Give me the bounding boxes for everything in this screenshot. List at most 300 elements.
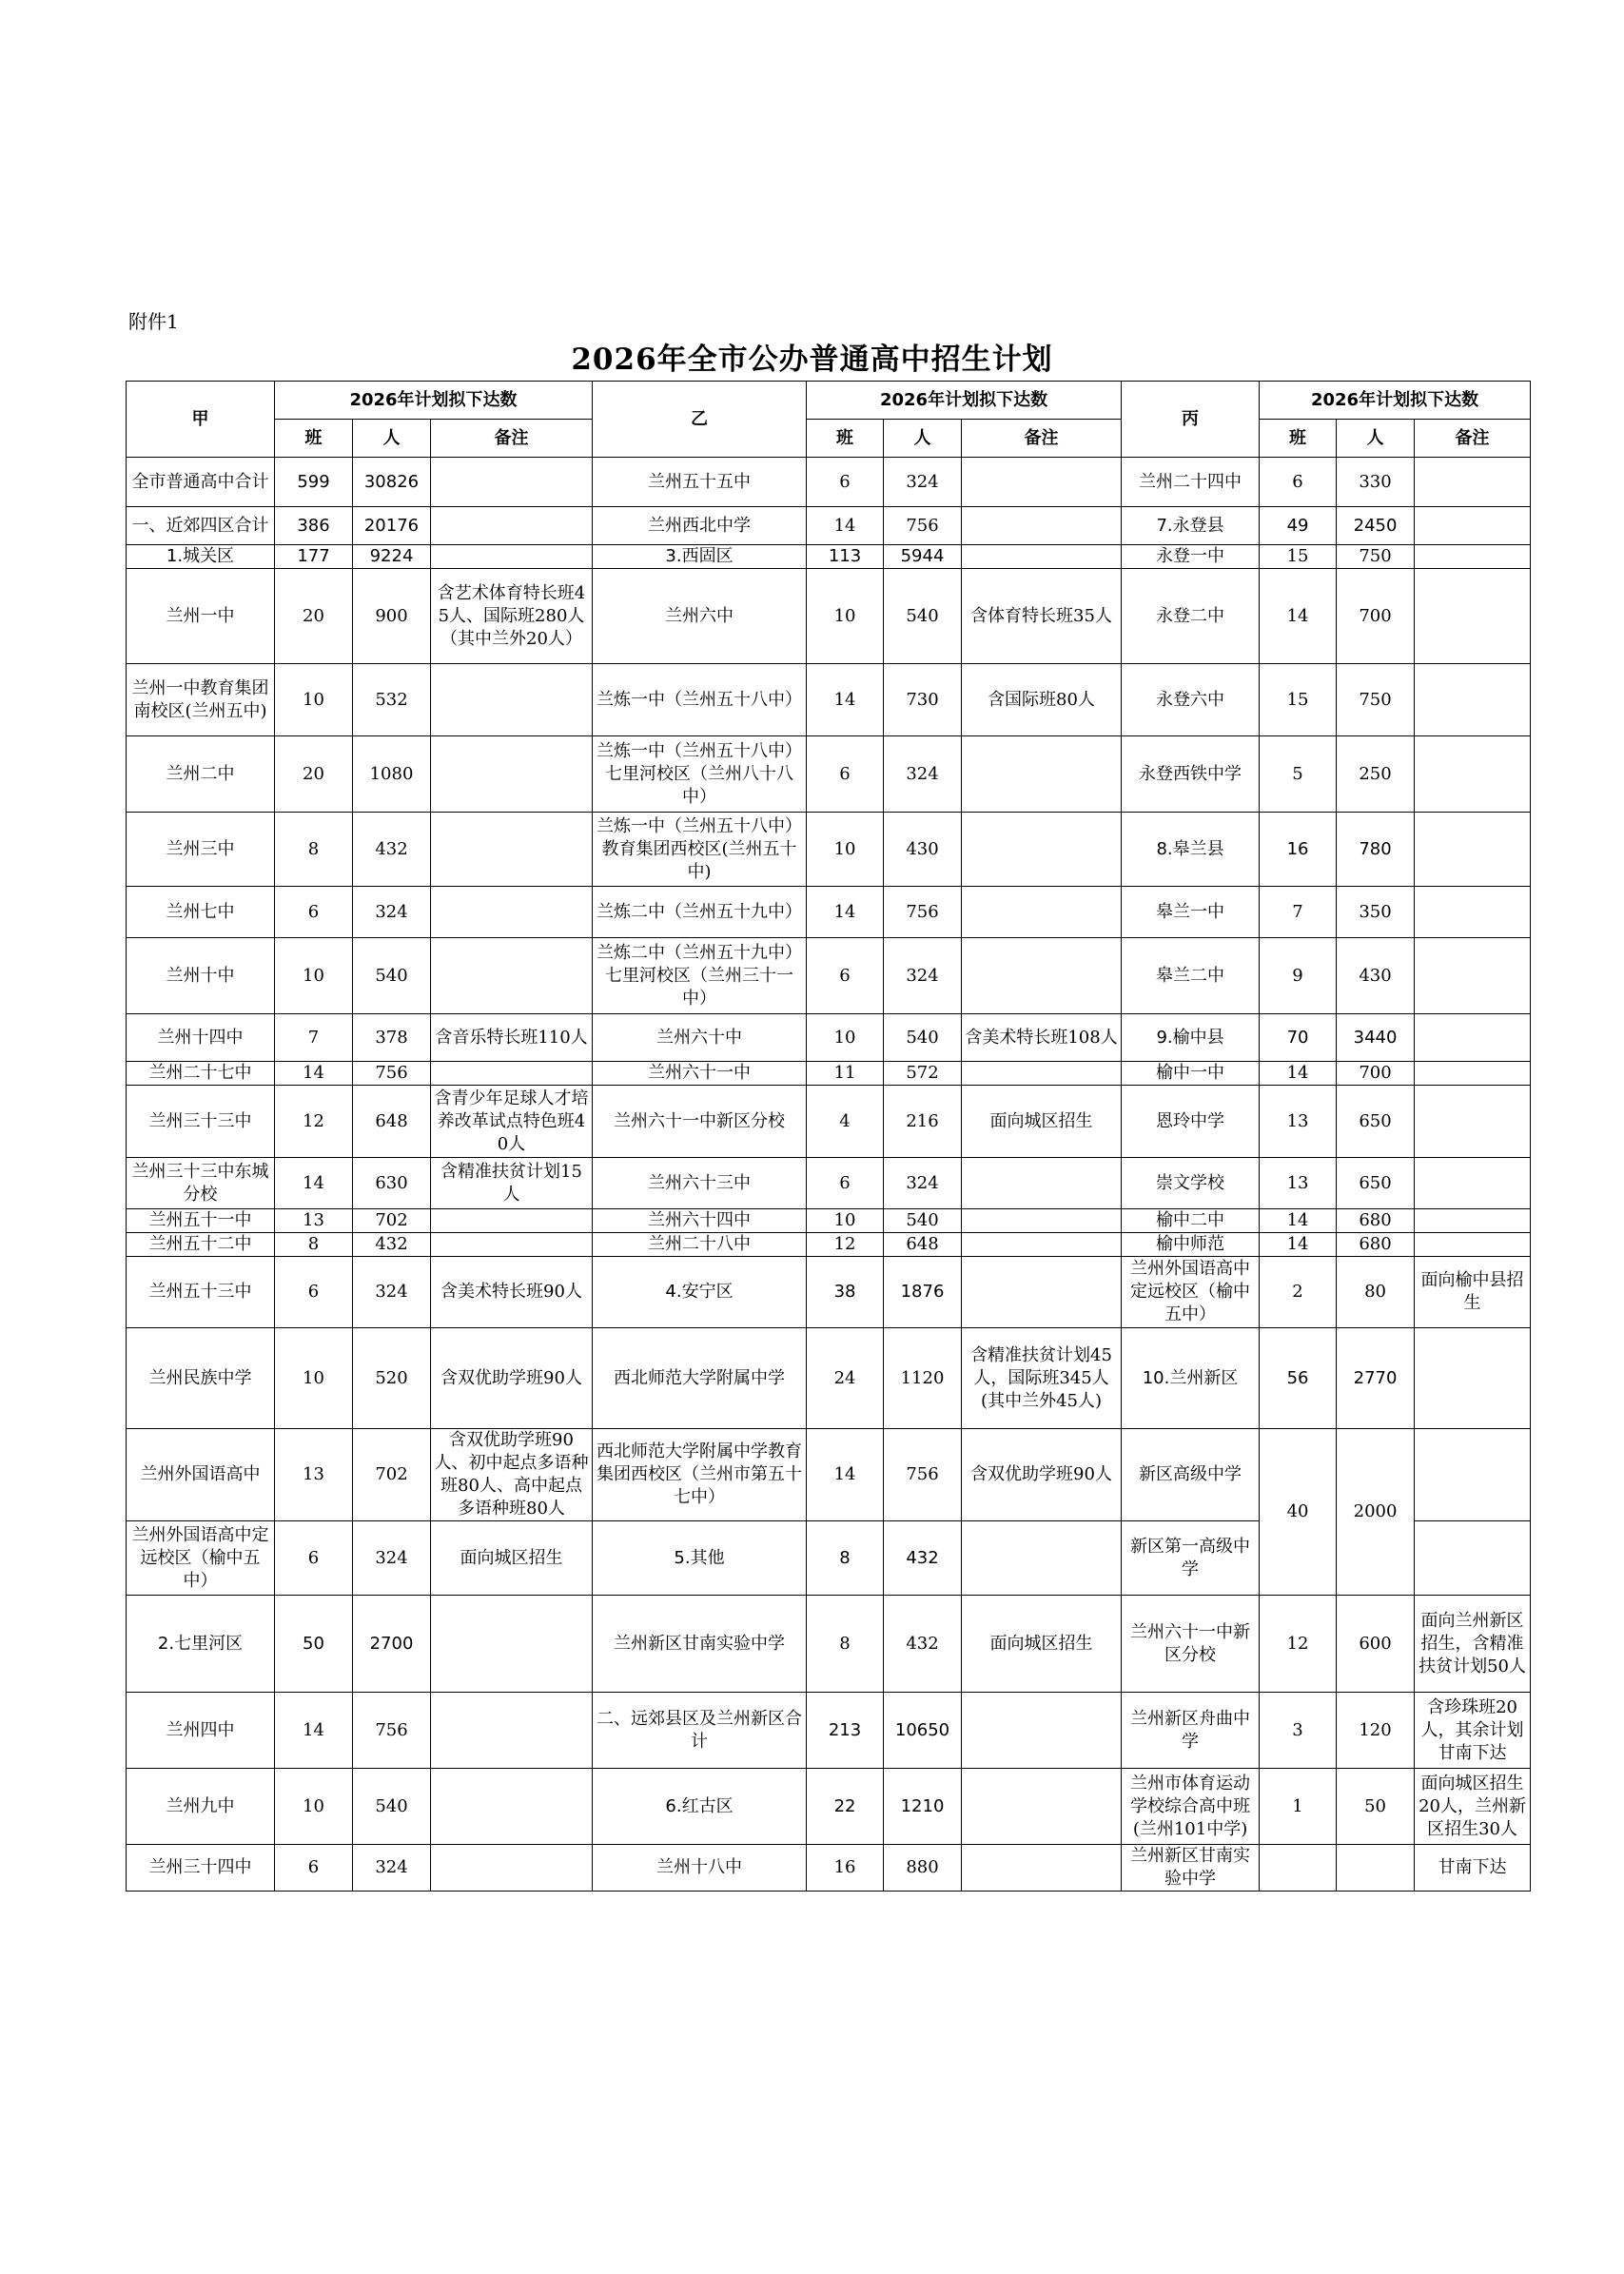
- class-count-b: 213: [807, 1693, 884, 1769]
- class-count-b: 113: [807, 545, 884, 569]
- header-group-a: 甲: [127, 382, 275, 458]
- school-name-a: 兰州外国语高中定远校区（榆中五中）: [127, 1521, 275, 1596]
- page-title: 2026年全市公办普通高中招生计划: [571, 343, 1053, 377]
- remark-c: 甘南下达: [1415, 1845, 1531, 1892]
- student-count-b: 880: [884, 1845, 962, 1892]
- remark-c: [1415, 1209, 1531, 1233]
- school-name-c: 恩玲中学: [1122, 1086, 1260, 1158]
- school-name-a: 兰州五十一中: [127, 1209, 275, 1233]
- remark-a: 含双优助学班90人: [431, 1328, 593, 1429]
- student-count-c: 750: [1337, 545, 1415, 569]
- student-count-b: 432: [884, 1596, 962, 1693]
- table-row: [127, 1693, 1531, 1769]
- student-count-a: 9224: [353, 545, 431, 569]
- student-count-c: 2000: [1337, 1429, 1415, 1596]
- remark-b: [962, 1845, 1122, 1892]
- table-row: [127, 1596, 1531, 1693]
- school-name-a: 兰州七中: [127, 887, 275, 938]
- class-count-c: 7: [1260, 887, 1337, 938]
- remark-a: [431, 1693, 593, 1769]
- header-row-2: [127, 420, 1531, 458]
- remark-a: [431, 938, 593, 1014]
- remark-a: [431, 507, 593, 545]
- class-count-a: 13: [275, 1209, 353, 1233]
- student-count-b: 324: [884, 736, 962, 813]
- table-row: [127, 1209, 1531, 1233]
- remark-c: [1415, 938, 1531, 1014]
- class-count-b: 22: [807, 1769, 884, 1845]
- student-count-b: 432: [884, 1521, 962, 1596]
- school-name-c: 皋兰一中: [1122, 887, 1260, 938]
- remark-a: [431, 1596, 593, 1693]
- school-name-a: 全市普通高中合计: [127, 458, 275, 507]
- student-count-c: 650: [1337, 1086, 1415, 1158]
- school-name-c: 榆中师范: [1122, 1233, 1260, 1257]
- table-row: [127, 545, 1531, 569]
- table-row: [127, 507, 1531, 545]
- remark-c: 面向城区招生20人，兰州新区招生30人: [1415, 1769, 1531, 1845]
- remark-c: [1415, 569, 1531, 664]
- table-row: [127, 1845, 1531, 1892]
- school-name-b: 兰州新区甘南实验中学: [593, 1596, 807, 1693]
- student-count-b: 10650: [884, 1693, 962, 1769]
- remark-b: [962, 1233, 1122, 1257]
- student-count-a: 630: [353, 1158, 431, 1209]
- student-count-a: 648: [353, 1086, 431, 1158]
- class-count-a: 14: [275, 1693, 353, 1769]
- school-name-b: 兰炼二中（兰州五十九中）: [593, 887, 807, 938]
- remark-b: [962, 1693, 1122, 1769]
- remark-a: [431, 1769, 593, 1845]
- header-plan-b: 2026年计划拟下达数: [807, 382, 1122, 420]
- school-name-b: 4.安宁区: [593, 1257, 807, 1328]
- student-count-a: 20176: [353, 507, 431, 545]
- header-people-a: 人: [353, 420, 431, 458]
- remark-b: [962, 887, 1122, 938]
- class-count-a: 6: [275, 1257, 353, 1328]
- student-count-a: 324: [353, 1521, 431, 1596]
- remark-c: [1415, 736, 1531, 813]
- remark-c: [1415, 813, 1531, 887]
- school-name-a: 兰州一中: [127, 569, 275, 664]
- student-count-a: 520: [353, 1328, 431, 1429]
- student-count-b: 324: [884, 938, 962, 1014]
- remark-c: [1415, 1086, 1531, 1158]
- remark-c: [1415, 1328, 1531, 1429]
- enrollment-plan-table: [126, 381, 1531, 1892]
- school-name-b: 6.红古区: [593, 1769, 807, 1845]
- school-name-a: 兰州三十三中: [127, 1086, 275, 1158]
- class-count-a: 6: [275, 1521, 353, 1596]
- class-count-c: 13: [1260, 1158, 1337, 1209]
- class-count-a: 10: [275, 1769, 353, 1845]
- remark-b: [962, 507, 1122, 545]
- class-count-a: 8: [275, 813, 353, 887]
- student-count-b: 216: [884, 1086, 962, 1158]
- school-name-c: 永登六中: [1122, 664, 1260, 736]
- header-group-c: 丙: [1122, 382, 1260, 458]
- class-count-b: 11: [807, 1062, 884, 1086]
- class-count-a: 599: [275, 458, 353, 507]
- remark-a: 含艺术体育特长班45人、国际班280人（其中兰外20人）: [431, 569, 593, 664]
- remark-b: 含体育特长班35人: [962, 569, 1122, 664]
- school-name-a: 兰州一中教育集团南校区(兰州五中): [127, 664, 275, 736]
- class-count-b: 6: [807, 1158, 884, 1209]
- student-count-b: 540: [884, 569, 962, 664]
- class-count-b: 10: [807, 1209, 884, 1233]
- remark-a: 含美术特长班90人: [431, 1257, 593, 1328]
- school-name-a: 兰州二十七中: [127, 1062, 275, 1086]
- student-count-b: 756: [884, 1429, 962, 1521]
- class-count-c: 49: [1260, 507, 1337, 545]
- student-count-c: 430: [1337, 938, 1415, 1014]
- school-name-c: 兰州新区舟曲中学: [1122, 1693, 1260, 1769]
- class-count-b: 14: [807, 664, 884, 736]
- class-count-b: 10: [807, 569, 884, 664]
- school-name-c: 7.永登县: [1122, 507, 1260, 545]
- class-count-b: 38: [807, 1257, 884, 1328]
- remark-b: 含国际班80人: [962, 664, 1122, 736]
- table-row: [127, 1257, 1531, 1328]
- remark-a: 面向城区招生: [431, 1521, 593, 1596]
- class-count-a: 10: [275, 664, 353, 736]
- class-count-c: 14: [1260, 569, 1337, 664]
- remark-c: [1415, 1429, 1531, 1521]
- header-remarks-a: 备注: [431, 420, 593, 458]
- table-row: [127, 736, 1531, 813]
- student-count-a: 756: [353, 1062, 431, 1086]
- student-count-c: 600: [1337, 1596, 1415, 1693]
- school-name-b: 西北师范大学附属中学教育集团西校区（兰州市第五十七中）: [593, 1429, 807, 1521]
- remark-b: 面向城区招生: [962, 1596, 1122, 1693]
- remark-c: [1415, 887, 1531, 938]
- student-count-b: 324: [884, 458, 962, 507]
- remark-b: [962, 1158, 1122, 1209]
- student-count-c: 700: [1337, 569, 1415, 664]
- remark-b: 含精准扶贫计划45人，国际班345人(其中兰外45人): [962, 1328, 1122, 1429]
- class-count-a: 50: [275, 1596, 353, 1693]
- table-row: [127, 887, 1531, 938]
- table-body: [127, 458, 1531, 1892]
- student-count-a: 900: [353, 569, 431, 664]
- remark-a: [431, 1845, 593, 1892]
- school-name-a: 兰州二中: [127, 736, 275, 813]
- class-count-a: 8: [275, 1233, 353, 1257]
- school-name-b: 西北师范大学附属中学: [593, 1328, 807, 1429]
- table-row: [127, 1328, 1531, 1429]
- student-count-b: 756: [884, 887, 962, 938]
- student-count-c: 250: [1337, 736, 1415, 813]
- student-count-a: 532: [353, 664, 431, 736]
- header-classes-c: 班: [1260, 420, 1337, 458]
- student-count-a: 540: [353, 1769, 431, 1845]
- class-count-b: 10: [807, 813, 884, 887]
- student-count-c: 700: [1337, 1062, 1415, 1086]
- student-count-b: 540: [884, 1014, 962, 1062]
- student-count-a: 324: [353, 887, 431, 938]
- remark-c: [1415, 1014, 1531, 1062]
- student-count-c: 330: [1337, 458, 1415, 507]
- class-count-a: 20: [275, 569, 353, 664]
- student-count-a: 702: [353, 1429, 431, 1521]
- student-count-b: 756: [884, 507, 962, 545]
- school-name-c: 新区高级中学: [1122, 1429, 1260, 1521]
- table-row: [127, 1062, 1531, 1086]
- class-count-b: 4: [807, 1086, 884, 1158]
- remark-a: [431, 887, 593, 938]
- school-name-a: 兰州十四中: [127, 1014, 275, 1062]
- student-count-b: 1210: [884, 1769, 962, 1845]
- remark-c: [1415, 1233, 1531, 1257]
- school-name-a: 2.七里河区: [127, 1596, 275, 1693]
- class-count-c: 1: [1260, 1769, 1337, 1845]
- remark-a: [431, 545, 593, 569]
- class-count-b: 6: [807, 458, 884, 507]
- school-name-b: 兰州六中: [593, 569, 807, 664]
- student-count-c: [1337, 1845, 1415, 1892]
- student-count-a: 432: [353, 1233, 431, 1257]
- school-name-a: 兰州民族中学: [127, 1328, 275, 1429]
- student-count-b: 5944: [884, 545, 962, 569]
- remark-b: [962, 1257, 1122, 1328]
- school-name-a: 兰州三十四中: [127, 1845, 275, 1892]
- class-count-b: 12: [807, 1233, 884, 1257]
- class-count-a: 13: [275, 1429, 353, 1521]
- class-count-b: 14: [807, 887, 884, 938]
- student-count-c: 350: [1337, 887, 1415, 938]
- remark-b: [962, 1209, 1122, 1233]
- header-plan-a: 2026年计划拟下达数: [275, 382, 593, 420]
- student-count-c: 2770: [1337, 1328, 1415, 1429]
- remark-a: [431, 1233, 593, 1257]
- student-count-b: 572: [884, 1062, 962, 1086]
- school-name-c: 榆中一中: [1122, 1062, 1260, 1086]
- class-count-a: 7: [275, 1014, 353, 1062]
- school-name-c: 10.兰州新区: [1122, 1328, 1260, 1429]
- table-row: [127, 938, 1531, 1014]
- student-count-a: 756: [353, 1693, 431, 1769]
- school-name-b: 兰州二十八中: [593, 1233, 807, 1257]
- header-group-b: 乙: [593, 382, 807, 458]
- remark-c: 面向榆中县招生: [1415, 1257, 1531, 1328]
- table-row: [127, 1429, 1531, 1521]
- header-remarks-b: 备注: [962, 420, 1122, 458]
- school-name-b: 兰州六十中: [593, 1014, 807, 1062]
- school-name-a: 兰州五十三中: [127, 1257, 275, 1328]
- school-name-b: 5.其他: [593, 1521, 807, 1596]
- class-count-a: 10: [275, 938, 353, 1014]
- remark-b: 含美术特长班108人: [962, 1014, 1122, 1062]
- student-count-c: 750: [1337, 664, 1415, 736]
- school-name-c: 永登一中: [1122, 545, 1260, 569]
- class-count-b: 14: [807, 507, 884, 545]
- school-name-b: 3.西固区: [593, 545, 807, 569]
- class-count-c: 12: [1260, 1596, 1337, 1693]
- student-count-c: 50: [1337, 1769, 1415, 1845]
- table-row: [127, 813, 1531, 887]
- remark-c: 含珍珠班20人，其余计划甘南下达: [1415, 1693, 1531, 1769]
- class-count-a: 386: [275, 507, 353, 545]
- class-count-c: 2: [1260, 1257, 1337, 1328]
- school-name-a: 1.城关区: [127, 545, 275, 569]
- school-name-b: 兰州五十五中: [593, 458, 807, 507]
- remark-a: [431, 1209, 593, 1233]
- school-name-a: 兰州九中: [127, 1769, 275, 1845]
- school-name-c: 新区第一高级中学: [1122, 1521, 1260, 1596]
- remark-c: 面向兰州新区招生，含精准扶贫计划50人: [1415, 1596, 1531, 1693]
- remark-b: [962, 938, 1122, 1014]
- school-name-c: 兰州市体育运动学校综合高中班(兰州101中学): [1122, 1769, 1260, 1845]
- table-row: [127, 458, 1531, 507]
- remark-a: [431, 736, 593, 813]
- student-count-b: 1120: [884, 1328, 962, 1429]
- class-count-b: 16: [807, 1845, 884, 1892]
- school-name-c: 9.榆中县: [1122, 1014, 1260, 1062]
- remark-a: [431, 813, 593, 887]
- remark-b: 面向城区招生: [962, 1086, 1122, 1158]
- class-count-c: 13: [1260, 1086, 1337, 1158]
- student-count-b: 648: [884, 1233, 962, 1257]
- class-count-a: 14: [275, 1158, 353, 1209]
- table-row: [127, 1158, 1531, 1209]
- school-name-c: 兰州外国语高中定远校区（榆中五中）: [1122, 1257, 1260, 1328]
- class-count-c: [1260, 1845, 1337, 1892]
- school-name-b: 兰州十八中: [593, 1845, 807, 1892]
- remark-c: [1415, 1521, 1531, 1596]
- school-name-b: 兰炼一中（兰州五十八中）七里河校区（兰州八十八中）: [593, 736, 807, 813]
- header-classes-a: 班: [275, 420, 353, 458]
- class-count-a: 20: [275, 736, 353, 813]
- school-name-a: 兰州外国语高中: [127, 1429, 275, 1521]
- remark-a: [431, 1062, 593, 1086]
- table-row: [127, 664, 1531, 736]
- header-classes-b: 班: [807, 420, 884, 458]
- school-name-b: 兰炼一中（兰州五十八中）教育集团西校区(兰州五十中): [593, 813, 807, 887]
- student-count-b: 324: [884, 1158, 962, 1209]
- student-count-b: 1876: [884, 1257, 962, 1328]
- table-row: [127, 1086, 1531, 1158]
- class-count-c: 5: [1260, 736, 1337, 813]
- table-row: [127, 1014, 1531, 1062]
- student-count-b: 540: [884, 1209, 962, 1233]
- student-count-c: 680: [1337, 1209, 1415, 1233]
- class-count-c: 15: [1260, 545, 1337, 569]
- class-count-a: 177: [275, 545, 353, 569]
- remark-c: [1415, 507, 1531, 545]
- remark-b: 含双优助学班90人: [962, 1429, 1122, 1521]
- class-count-c: 16: [1260, 813, 1337, 887]
- remark-c: [1415, 664, 1531, 736]
- class-count-c: 14: [1260, 1233, 1337, 1257]
- school-name-c: 永登西铁中学: [1122, 736, 1260, 813]
- student-count-c: 650: [1337, 1158, 1415, 1209]
- student-count-a: 540: [353, 938, 431, 1014]
- class-count-a: 10: [275, 1328, 353, 1429]
- student-count-c: 3440: [1337, 1014, 1415, 1062]
- student-count-c: 680: [1337, 1233, 1415, 1257]
- student-count-a: 324: [353, 1257, 431, 1328]
- remark-b: [962, 1062, 1122, 1086]
- school-name-a: 兰州三十三中东城分校: [127, 1158, 275, 1209]
- class-count-c: 56: [1260, 1328, 1337, 1429]
- school-name-c: 永登二中: [1122, 569, 1260, 664]
- student-count-b: 730: [884, 664, 962, 736]
- remark-c: [1415, 458, 1531, 507]
- class-count-b: 6: [807, 938, 884, 1014]
- class-count-c: 15: [1260, 664, 1337, 736]
- school-name-b: 兰州六十一中新区分校: [593, 1086, 807, 1158]
- table-row: [127, 1769, 1531, 1845]
- school-name-a: 兰州十中: [127, 938, 275, 1014]
- student-count-a: 30826: [353, 458, 431, 507]
- attachment-label: 附件1: [128, 310, 179, 333]
- school-name-c: 兰州六十一中新区分校: [1122, 1596, 1260, 1693]
- class-count-a: 6: [275, 887, 353, 938]
- student-count-a: 378: [353, 1014, 431, 1062]
- school-name-a: 兰州四中: [127, 1693, 275, 1769]
- class-count-b: 10: [807, 1014, 884, 1062]
- student-count-a: 324: [353, 1845, 431, 1892]
- header-people-c: 人: [1337, 420, 1415, 458]
- class-count-c: 9: [1260, 938, 1337, 1014]
- school-name-b: 二、远郊县区及兰州新区合计: [593, 1693, 807, 1769]
- class-count-c: 70: [1260, 1014, 1337, 1062]
- school-name-a: 兰州五十二中: [127, 1233, 275, 1257]
- class-count-b: 14: [807, 1429, 884, 1521]
- header-plan-c: 2026年计划拟下达数: [1260, 382, 1531, 420]
- student-count-a: 1080: [353, 736, 431, 813]
- header-remarks-c: 备注: [1415, 420, 1531, 458]
- remark-c: [1415, 1158, 1531, 1209]
- student-count-c: 120: [1337, 1693, 1415, 1769]
- student-count-b: 430: [884, 813, 962, 887]
- student-count-a: 2700: [353, 1596, 431, 1693]
- class-count-a: 14: [275, 1062, 353, 1086]
- school-name-b: 兰炼一中（兰州五十八中）: [593, 664, 807, 736]
- school-name-c: 崇文学校: [1122, 1158, 1260, 1209]
- header-people-b: 人: [884, 420, 962, 458]
- remark-b: [962, 1521, 1122, 1596]
- class-count-b: 6: [807, 736, 884, 813]
- remark-b: [962, 736, 1122, 813]
- remark-a: [431, 458, 593, 507]
- school-name-c: 兰州新区甘南实验中学: [1122, 1845, 1260, 1892]
- remark-c: [1415, 1062, 1531, 1086]
- student-count-a: 702: [353, 1209, 431, 1233]
- school-name-b: 兰州西北中学: [593, 507, 807, 545]
- school-name-b: 兰州六十四中: [593, 1209, 807, 1233]
- remark-a: [431, 664, 593, 736]
- remark-a: 含精准扶贫计划15人: [431, 1158, 593, 1209]
- remark-b: [962, 1769, 1122, 1845]
- class-count-b: 24: [807, 1328, 884, 1429]
- school-name-c: 8.皋兰县: [1122, 813, 1260, 887]
- class-count-c: 14: [1260, 1062, 1337, 1086]
- remark-a: 含音乐特长班110人: [431, 1014, 593, 1062]
- class-count-a: 12: [275, 1086, 353, 1158]
- table-row: [127, 569, 1531, 664]
- class-count-c: 14: [1260, 1209, 1337, 1233]
- class-count-c: 40: [1260, 1429, 1337, 1596]
- student-count-a: 432: [353, 813, 431, 887]
- class-count-b: 8: [807, 1521, 884, 1596]
- school-name-b: 兰炼二中（兰州五十九中）七里河校区（兰州三十一中）: [593, 938, 807, 1014]
- remark-a: 含双优助学班90人、初中起点多语种班80人、高中起点多语种班80人: [431, 1429, 593, 1521]
- school-name-c: 兰州二十四中: [1122, 458, 1260, 507]
- student-count-c: 780: [1337, 813, 1415, 887]
- student-count-c: 2450: [1337, 507, 1415, 545]
- class-count-c: 3: [1260, 1693, 1337, 1769]
